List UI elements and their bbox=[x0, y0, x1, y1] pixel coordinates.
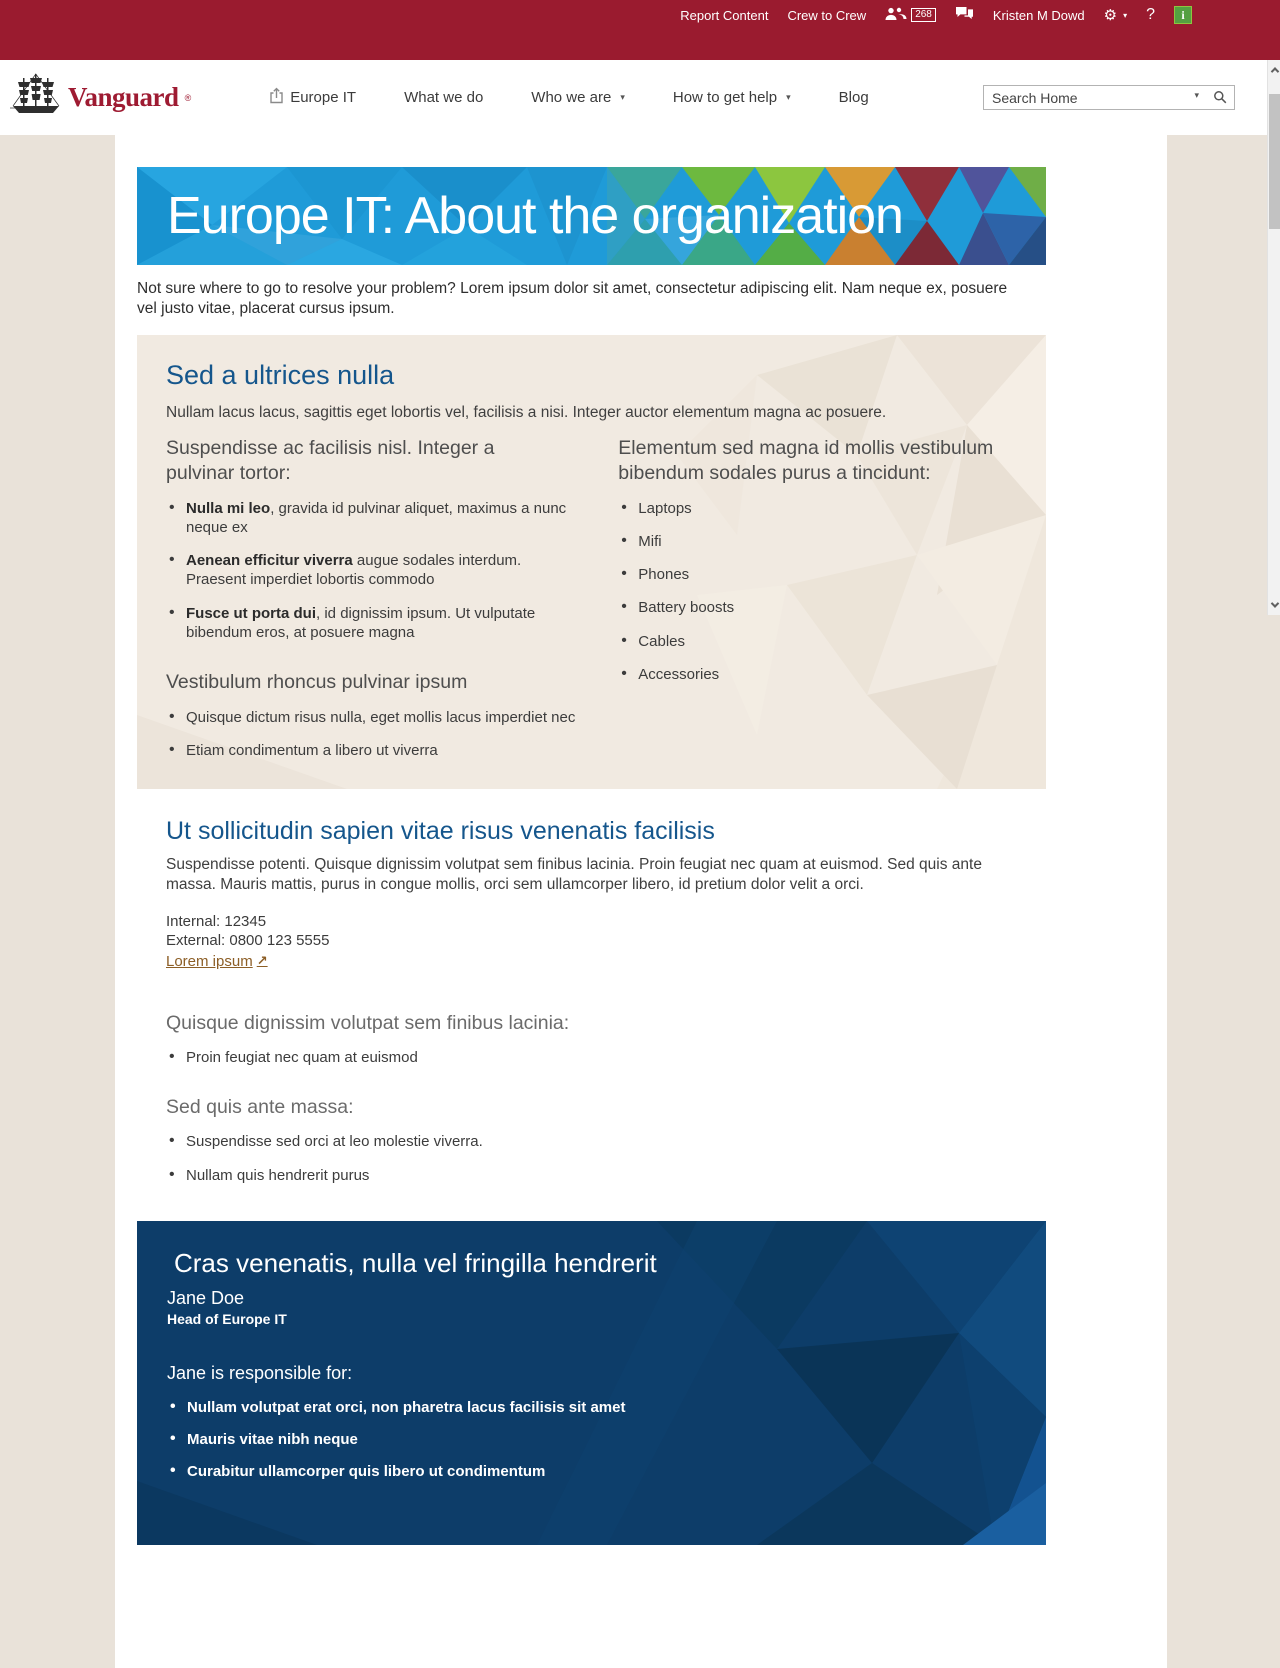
page-title: Europe IT: About the organization bbox=[167, 187, 903, 245]
external-phone: External: 0800 123 5555 bbox=[166, 931, 330, 949]
list-item bbox=[166, 551, 577, 589]
chevron-down-icon: ▾ bbox=[1123, 10, 1128, 20]
list-item: • Nullam quis hendrerit purus bbox=[166, 1166, 1026, 1185]
equipment-list bbox=[618, 499, 1010, 684]
overview-left-column bbox=[166, 436, 577, 774]
vanguard-logo[interactable] bbox=[10, 73, 191, 122]
list-item: • Proin feugiat nec quam at euismod bbox=[166, 1048, 1026, 1067]
leader-bullet-list bbox=[167, 1398, 1046, 1482]
leader-name: Jane Doe bbox=[167, 1287, 245, 1308]
nav-item-europe-it[interactable] bbox=[269, 87, 356, 108]
help-button[interactable]: ? bbox=[1146, 6, 1155, 23]
registered-mark: ® bbox=[184, 92, 192, 103]
scroll-down-button[interactable] bbox=[1268, 597, 1280, 613]
info-icon[interactable]: i bbox=[1174, 6, 1192, 24]
right-subheading: Elementum sed magna id mollis vestibulum bibendum sodales purus a tincidunt: bbox=[618, 436, 994, 484]
nav-item-blog[interactable] bbox=[839, 89, 869, 106]
leader-content bbox=[137, 1221, 1046, 1482]
leader-heading: Cras venenatis, nulla vel fringilla hendrerit bbox=[174, 1247, 657, 1278]
nav-item-label: Blog bbox=[838, 89, 869, 106]
list-item: • Curabitur ullamcorper quis libero ut condimentum bbox=[167, 1462, 1046, 1481]
contact-subheading-1: Quisque dignissim volutpat sem finibus lacinia: bbox=[166, 1012, 570, 1035]
leader-panel bbox=[137, 1221, 1046, 1545]
list-item: • Mifi bbox=[618, 532, 1010, 551]
people-counter[interactable] bbox=[885, 7, 936, 24]
contact-bullet-list-1 bbox=[166, 1048, 1026, 1067]
bullet-bold: Aenean efficitur viverra bbox=[186, 552, 353, 570]
hero-banner bbox=[137, 167, 1046, 265]
list-item: • Laptops bbox=[618, 499, 1010, 518]
report-content-link[interactable]: Report Content bbox=[680, 7, 769, 23]
overview-content bbox=[137, 335, 1046, 774]
lorem-ipsum-link[interactable] bbox=[166, 953, 268, 970]
nav-item-label: Europe IT bbox=[290, 89, 357, 106]
share-icon bbox=[269, 87, 284, 108]
list-item: • Nullam volutpat erat orci, non pharetra lacus facilisis sit amet bbox=[167, 1398, 1046, 1417]
contact-paragraph: Suspendisse potenti. Quisque dignissim volutpat sem finibus lacinia. Proin feugiat nec quam at euismod. Sed quis ante massa. Mauris mattis, purus in congue mollis, orci sem ullamcorper libero, id pretium dolor velit a orci. bbox=[166, 855, 982, 894]
contact-bullet-list-2 bbox=[166, 1132, 1026, 1184]
overview-lead: Nullam lacus lacus, sagittis eget lobortis vel, facilisis a nisi. Integer auctor elementum magna ac posuere. bbox=[166, 403, 887, 421]
navbar bbox=[0, 60, 1280, 135]
nav-item-label: Who we are bbox=[531, 89, 612, 106]
list-item: • Accessories bbox=[618, 665, 1010, 684]
leader-role: Head of Europe IT bbox=[167, 1310, 287, 1327]
settings-menu[interactable] bbox=[1103, 5, 1128, 24]
leader-responsibilities-heading: Jane is responsible for: bbox=[167, 1362, 353, 1383]
search-scope-caret-icon[interactable]: ▾ bbox=[1194, 91, 1199, 101]
scrollbar[interactable] bbox=[1267, 60, 1280, 615]
search-icon bbox=[1213, 92, 1227, 107]
contact-subheading-2: Sed quis ante massa: bbox=[166, 1096, 354, 1119]
nav-item-what-we-do[interactable] bbox=[404, 89, 483, 106]
bullet-rest: , gravida id pulvinar aliquet, maximus a nunc neque ex bbox=[186, 499, 567, 536]
list-item: • Phones bbox=[618, 565, 1010, 584]
topbar-links bbox=[0, 0, 1280, 24]
search-box bbox=[983, 85, 1235, 110]
bullet-bold: Nulla mi leo bbox=[186, 499, 271, 517]
left-bullet-list-1 bbox=[166, 499, 577, 642]
chevron-down-icon: ▾ bbox=[786, 92, 791, 103]
topbar bbox=[0, 0, 1280, 60]
content-card bbox=[115, 135, 1167, 1668]
internal-phone: Internal: 12345 bbox=[166, 912, 267, 930]
vanguard-wordmark: Vanguard bbox=[68, 82, 179, 112]
phone-numbers bbox=[166, 913, 1026, 951]
link-label: Lorem ipsum bbox=[166, 953, 253, 971]
list-item bbox=[166, 499, 577, 537]
nav-item-how-to-get-help[interactable] bbox=[673, 89, 791, 106]
vanguard-ship-logo bbox=[10, 73, 62, 122]
people-count-badge: 268 bbox=[911, 8, 936, 22]
list-item bbox=[166, 604, 577, 642]
gear-icon: ⚙ bbox=[1103, 5, 1118, 24]
search-button[interactable] bbox=[1213, 90, 1227, 107]
scrollbar-thumb[interactable] bbox=[1269, 94, 1280, 229]
bullet-bold: Fusce ut porta dui bbox=[186, 604, 317, 622]
nav-item-label: How to get help bbox=[672, 89, 778, 106]
list-item: • Suspendisse sed orci at leo molestie viverra. bbox=[166, 1132, 1026, 1151]
overview-right-column bbox=[618, 436, 1010, 774]
list-item: • Battery boosts bbox=[618, 598, 1010, 617]
list-item: • Mauris vitae nibh neque bbox=[167, 1430, 1046, 1449]
contact-section bbox=[166, 817, 1026, 1185]
overview-panel bbox=[137, 335, 1046, 789]
bullet-rest: , id dignissim ipsum. Ut vulputate bibendum eros, at posuere magna bbox=[186, 604, 536, 641]
bullet-rest: augue sodales interdum. Praesent imperdiet lobortis commodo bbox=[186, 552, 522, 589]
left-subheading-2: Vestibulum rhoncus pulvinar ipsum bbox=[166, 670, 468, 693]
overview-heading: Sed a ultrices nulla bbox=[166, 359, 395, 390]
intro-paragraph: Not sure where to go to resolve your problem? Lorem ipsum dolor sit amet, consectetur adipiscing elit. Nam neque ex, posuere vel justo vitae, placerat cursus ipsum. bbox=[137, 280, 1008, 318]
contact-heading: Ut sollicitudin sapien vitae risus venenatis facilisis bbox=[166, 816, 715, 845]
scroll-up-button[interactable] bbox=[1268, 62, 1280, 78]
chevron-up-icon bbox=[1270, 67, 1278, 75]
overview-columns bbox=[166, 436, 1010, 774]
nav-item-label: What we do bbox=[404, 89, 484, 106]
list-item: • Etiam condimentum a libero ut viverra bbox=[166, 741, 577, 760]
chevron-down-icon bbox=[1270, 599, 1278, 607]
chat-icon[interactable] bbox=[955, 6, 974, 24]
left-subheading-1: Suspendisse ac facilisis nisl. Integer a pulvinar tortor: bbox=[166, 436, 495, 484]
chevron-down-icon: ▾ bbox=[620, 92, 625, 103]
crew-to-crew-link[interactable]: Crew to Crew bbox=[787, 7, 867, 23]
list-item: • Cables bbox=[618, 632, 1010, 651]
people-icon bbox=[885, 7, 907, 24]
user-menu[interactable]: Kristen M Dowd bbox=[992, 7, 1085, 23]
nav-item-who-we-are[interactable] bbox=[531, 89, 625, 106]
left-bullet-list-2 bbox=[166, 708, 577, 760]
external-link-icon: ↗ bbox=[256, 954, 268, 970]
list-item: • Quisque dictum risus nulla, eget mollis lacus imperdiet nec bbox=[166, 708, 577, 727]
